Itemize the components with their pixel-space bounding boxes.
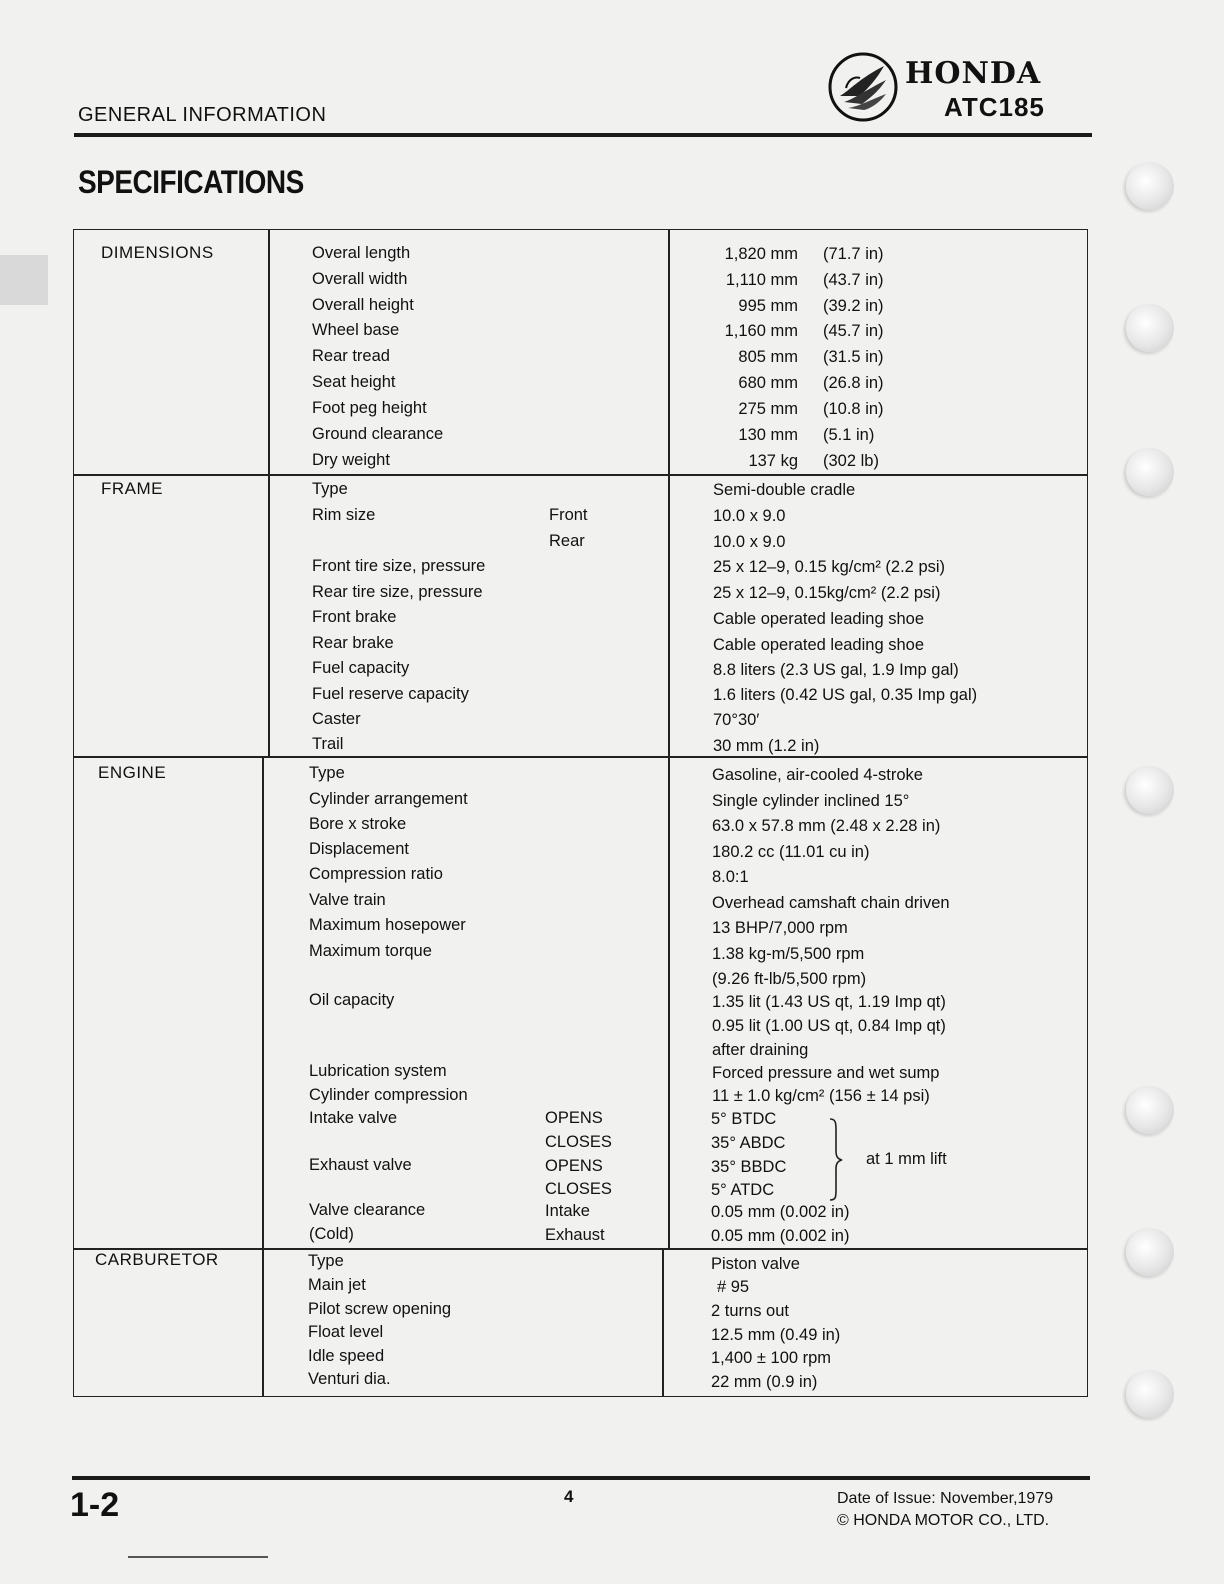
binder-hole [1126,448,1174,496]
category-dimensions: DIMENSIONS [101,243,214,262]
issue-date: Date of Issue: November,1979 [837,1490,1054,1507]
spec-item: Type [309,764,345,782]
spec-value: 1.6 liters (0.42 US gal, 0.35 Imp gal) [713,686,978,704]
binder-hole [1126,304,1174,352]
spec-value: 0.05 mm (0.002 in) [711,1203,850,1221]
section-title: GENERAL INFORMATION [78,104,327,126]
spec-value: 10.0 x 9.0 [713,507,786,525]
section-divider [74,756,1087,758]
spec-value-imperial: (39.2 in) [823,297,884,315]
binder-hole [1126,766,1174,814]
spec-item: Valve train [309,891,386,909]
spec-value: Overhead camshaft chain driven [712,894,950,912]
binder-hole [1126,1086,1174,1134]
spec-value-metric: 275 mm [738,400,798,418]
column-divider [262,758,264,1396]
page-number: 4 [564,1487,574,1506]
right-brace-icon [826,1117,846,1202]
spec-value: 8.0:1 [712,868,749,886]
spec-value: 35° BBDC [711,1158,787,1176]
spec-value: (9.26 ft-lb/5,500 rpm) [712,970,867,988]
spec-value-imperial: (71.7 in) [823,245,884,263]
spec-sub-label: Exhaust [545,1226,605,1244]
spec-value: 12.5 mm (0.49 in) [711,1326,841,1344]
spec-value: Forced pressure and wet sump [712,1064,940,1082]
spec-value-imperial: (302 lb) [823,452,879,470]
binder-hole [1126,1370,1174,1418]
spec-value-metric: 1,160 mm [724,322,798,340]
spec-item: Oil capacity [309,991,395,1009]
spec-value: Cable operated leading shoe [713,636,924,654]
spec-sub-label: Rear [549,532,585,550]
spec-item: Cylinder arrangement [309,790,468,808]
spec-value: 1,400 ± 100 rpm [711,1349,832,1367]
page-title: SPECIFICATIONS [78,164,304,200]
spec-value-imperial: (26.8 in) [823,374,884,392]
spec-value: 35° ABDC [711,1134,786,1152]
binder-hole [1126,162,1174,210]
spec-value: 70°30′ [713,711,760,729]
spec-item: Lubrication system [309,1062,447,1080]
spec-sub-label: OPENS [545,1109,603,1127]
spec-table [73,229,1088,1397]
spec-value-metric: 137 kg [748,452,798,470]
spec-value-metric: 680 mm [738,374,798,392]
spec-item: Wheel base [312,321,400,339]
category-frame: FRAME [101,479,163,498]
spec-item: Rim size [312,506,376,524]
brand-name: HONDA [905,56,1042,91]
spec-value-imperial: (43.7 in) [823,271,884,289]
spec-value-imperial: (10.8 in) [823,400,884,418]
honda-wing-logo-icon [826,50,900,124]
spec-item: Caster [312,710,361,728]
copyright: © HONDA MOTOR CO., LTD. [837,1512,1050,1529]
spec-item: Intake valve [309,1109,398,1127]
spec-value: 0.05 mm (0.002 in) [711,1227,850,1245]
section-divider [74,474,1087,476]
bottom-edge-line [128,1556,268,1558]
spec-item: Pilot screw opening [308,1300,452,1318]
spec-value: 11 ± 1.0 kg/cm² (156 ± 14 psi) [712,1087,930,1105]
spec-item: Overal length [312,244,411,262]
spec-sub-label: CLOSES [545,1133,612,1151]
spec-item: Type [308,1252,344,1270]
spec-item: Front brake [312,608,397,626]
spec-value: 2 turns out [711,1302,789,1320]
spec-item: Bore x stroke [309,815,407,833]
spec-value: Gasoline, air-cooled 4-stroke [712,766,923,784]
spec-value: 63.0 x 57.8 mm (2.48 x 2.28 in) [712,817,941,835]
spec-value-metric: 805 mm [738,348,798,366]
spec-sub-label: Front [549,506,588,524]
header-rule [74,133,1092,137]
spec-value: 8.8 liters (2.3 US gal, 1.9 Imp gal) [713,661,959,679]
category-carburetor: CARBURETOR [95,1250,219,1269]
model-name: ATC185 [944,92,1045,122]
spec-item: Overall height [312,296,414,314]
category-engine: ENGINE [98,763,167,782]
spec-sub-label: CLOSES [545,1180,612,1198]
spec-item: (Cold) [309,1225,354,1243]
section-page-label: 1-2 [70,1486,120,1524]
spec-value-metric: 995 mm [738,297,798,315]
spec-value: Cable operated leading shoe [713,610,924,628]
spec-value: 13 BHP/7,000 rpm [712,919,848,937]
spec-value: 5° ATDC [711,1181,775,1199]
spec-value: 0.95 lit (1.00 US qt, 0.84 Imp qt) [712,1017,946,1035]
spec-item: Fuel capacity [312,659,410,677]
spec-item: Rear brake [312,634,394,652]
column-divider [668,230,670,1250]
spec-item: Type [312,480,348,498]
spec-item: Displacement [309,840,409,858]
spec-item: Rear tire size, pressure [312,583,483,601]
spec-value-imperial: (31.5 in) [823,348,884,366]
page-edge-tab [0,255,48,305]
spec-value: # 95 [717,1278,750,1296]
spec-item: Dry weight [312,451,390,469]
spec-item: Idle speed [308,1347,385,1365]
spec-item: Valve clearance [309,1201,426,1219]
spec-value: Single cylinder inclined 15° [712,792,910,810]
spec-value: 1.35 lit (1.43 US qt, 1.19 Imp qt) [712,993,946,1011]
spec-item: Overall width [312,270,408,288]
spec-value: 10.0 x 9.0 [713,533,786,551]
spec-value: Piston valve [711,1255,800,1273]
spec-item: Trail [312,735,344,753]
spec-item: Compression ratio [309,865,443,883]
spec-value-metric: 1,820 mm [724,245,798,263]
spec-item: Float level [308,1323,384,1341]
spec-item: Venturi dia. [308,1370,391,1388]
binder-hole [1126,1228,1174,1276]
column-divider [662,1250,664,1396]
spec-value: Semi-double cradle [713,481,856,499]
spec-value: 1.38 kg-m/5,500 rpm [712,945,865,963]
spec-item: Cylinder compression [309,1086,468,1104]
spec-value-imperial: (45.7 in) [823,322,884,340]
spec-value-metric: 130 mm [738,426,798,444]
spec-value: after draining [712,1041,809,1059]
spec-value: 25 x 12–9, 0.15kg/cm² (2.2 psi) [713,584,941,602]
spec-item: Maximum torque [309,942,432,960]
spec-value: 180.2 cc (11.01 cu in) [712,843,870,861]
spec-value: 22 mm (0.9 in) [711,1373,818,1391]
spec-value: 5° BTDC [711,1110,777,1128]
spec-value: 25 x 12–9, 0.15 kg/cm² (2.2 psi) [713,558,946,576]
section-divider [74,1248,1087,1250]
spec-item: Front tire size, pressure [312,557,486,575]
spec-item: Main jet [308,1276,366,1294]
spec-item: Exhaust valve [309,1156,412,1174]
spec-value-imperial: (5.1 in) [823,426,875,444]
spec-item: Foot peg height [312,399,427,417]
column-divider [268,230,270,758]
spec-item: Maximum hosepower [309,916,466,934]
footer-rule [72,1476,1090,1480]
spec-item: Ground clearance [312,425,444,443]
valve-lift-note: at 1 mm lift [866,1150,947,1168]
spec-sub-label: OPENS [545,1157,603,1175]
spec-value-metric: 1,110 mm [725,271,798,289]
spec-item: Rear tread [312,347,390,365]
spec-sub-label: Intake [545,1202,590,1220]
spec-item: Fuel reserve capacity [312,685,469,703]
spec-item: Seat height [312,373,396,391]
spec-value: 30 mm (1.2 in) [713,737,820,755]
